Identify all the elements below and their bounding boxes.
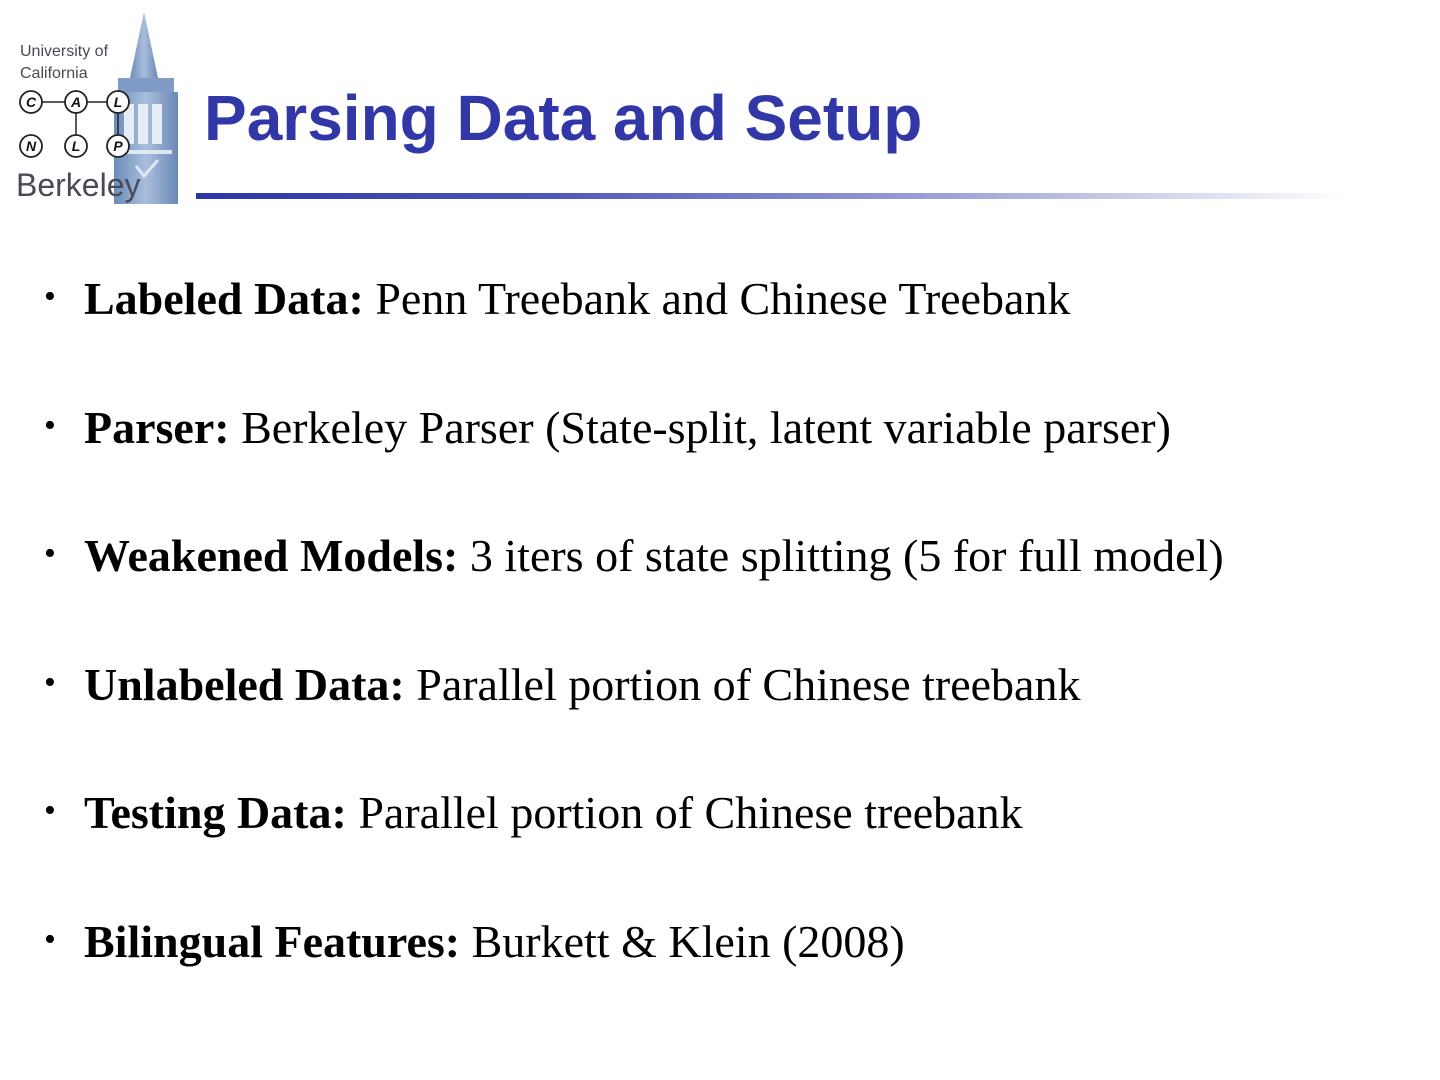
bullet-dot: • bbox=[44, 278, 56, 315]
bullet-term: Testing Data: bbox=[84, 787, 347, 838]
bullet-item-labeled-data bbox=[44, 270, 1224, 399]
bullet-item-bilingual-features bbox=[44, 913, 1224, 1042]
bullet-dot: • bbox=[44, 792, 56, 829]
logo-letter-l: L bbox=[113, 94, 123, 110]
bullet-term: Parser: bbox=[84, 401, 230, 453]
bullet-text: Burkett & Klein (2008) bbox=[460, 915, 905, 967]
bullet-item-testing-data bbox=[44, 784, 1224, 913]
slide-title: Parsing Data and Setup bbox=[204, 82, 923, 154]
bullet-dot: • bbox=[44, 663, 56, 701]
bullet-text: Penn Treebank and Chinese Treebank bbox=[363, 273, 1071, 324]
logo-letter-n: N bbox=[25, 138, 37, 154]
bullet-term: Weakened Models: bbox=[84, 530, 459, 581]
bullet-text: Parallel portion of Chinese treebank bbox=[346, 787, 1023, 838]
logo-letter-l2: L bbox=[71, 138, 81, 154]
bullet-item-unlabeled-data bbox=[44, 656, 1224, 785]
bullet-dot: • bbox=[44, 535, 56, 572]
logo-letter-a: A bbox=[70, 94, 82, 110]
calnlp-berkeley-logo bbox=[12, 8, 182, 208]
bullet-term: Labeled Data: bbox=[84, 273, 364, 324]
logo-letter-p: P bbox=[113, 138, 123, 154]
bullet-text: Berkeley Parser (State-split, latent variable parser) bbox=[229, 401, 1171, 453]
bullet-dot: • bbox=[44, 920, 56, 958]
logo-california-text: California bbox=[20, 65, 88, 82]
bullet-list bbox=[44, 270, 1224, 1041]
bullet-item-parser bbox=[44, 399, 1224, 528]
bullet-text: 3 iters of state splitting (5 for full model) bbox=[458, 530, 1224, 581]
bullet-term: Unlabeled Data: bbox=[84, 658, 405, 710]
bullet-term: Bilingual Features: bbox=[84, 915, 461, 967]
bullet-dot: • bbox=[44, 406, 56, 444]
logo-berkeley-wordmark: Berkeley bbox=[16, 167, 141, 203]
logo-letter-c: C bbox=[25, 94, 37, 110]
logo-university-text: University of bbox=[20, 43, 109, 60]
bullet-text: Parallel portion of Chinese treebank bbox=[404, 658, 1081, 710]
bullet-item-weakened-models bbox=[44, 527, 1224, 656]
title-underline-rule bbox=[196, 193, 1346, 199]
logo-graphic bbox=[12, 8, 182, 208]
